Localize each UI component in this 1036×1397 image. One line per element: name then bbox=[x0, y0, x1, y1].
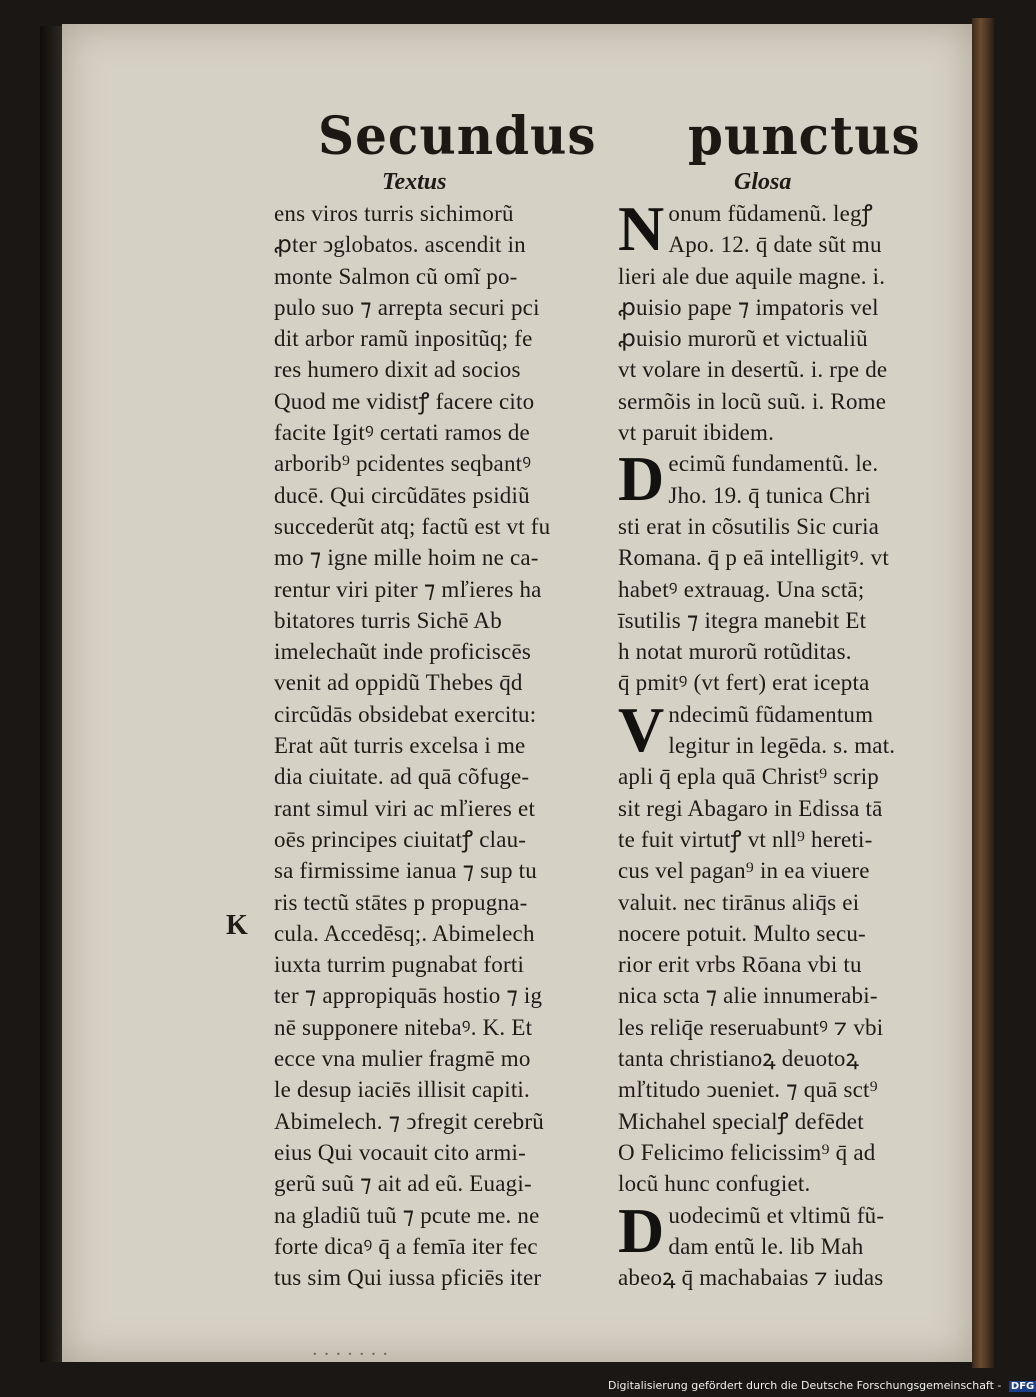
glosa-line: vt paruit ibidem. bbox=[618, 420, 775, 446]
glosa-line: O Felicimo felicissim⁹ q̄ ad bbox=[618, 1139, 876, 1165]
dfg-logo: DFG bbox=[1010, 1381, 1035, 1392]
manuscript-page bbox=[62, 24, 972, 1365]
textus-line: tus sim Qui iussa pficiēs iter bbox=[274, 1265, 542, 1291]
glosa-line: Decimũ fundamentũ. le. bbox=[618, 443, 879, 515]
glosa-line: te fuit virtutꝭ vt nll⁹ hereti- bbox=[618, 826, 873, 852]
textus-line: nē supponere nitebaꝰ. K. Et bbox=[274, 1014, 533, 1040]
initial-letter: D bbox=[618, 443, 665, 515]
glosa-line: abeoꝝ q̄ machabaias ⁊ iudas bbox=[618, 1265, 884, 1291]
textus-line: succederũt atq; factũ est vt fu bbox=[274, 513, 551, 539]
textus-line: ter ⁊ appropiquās hostio ⁊ ig bbox=[274, 983, 543, 1009]
glosa-line: sti erat in cõsutilis Sic curia bbox=[618, 513, 880, 539]
textus-line: rentur viri piter ⁊ mľieres ha bbox=[274, 576, 542, 602]
glosa-line: mľtitudo ↄueniet. ⁊ quā sct⁹ bbox=[618, 1077, 878, 1103]
textus-line: sa firmissime ianua ⁊ sup tu bbox=[274, 858, 537, 884]
textus-line: iuxta turrim pugnabat forti bbox=[274, 952, 525, 978]
textus-line: ecce vna mulier fragmē mo bbox=[274, 1046, 531, 1072]
textus-line: arborib⁹ pcidentes seqbantꝰ bbox=[274, 451, 532, 477]
textus-line: imelechaũt inde proficiscēs bbox=[274, 639, 532, 665]
textus-column bbox=[274, 166, 604, 1293]
glosa-line: ꝓuisio pape ⁊ impatoris vel bbox=[618, 294, 879, 320]
glosa-line: Vndecimũ fũdamentum bbox=[618, 693, 874, 765]
textus-line: venit ad oppidũ Thebes q̄d bbox=[274, 670, 523, 696]
glosa-line: ꝓuisio murorũ et victualiũ bbox=[618, 326, 868, 352]
textus-line: bitatores turris Sichē Ab bbox=[274, 607, 502, 633]
textus-line: Abimelech. ⁊ ↄfregit cerebrũ bbox=[274, 1108, 544, 1134]
textus-line: forte dicaꝰ q̄ a femīa iter fec bbox=[274, 1233, 538, 1259]
textus-line: mo ⁊ igne mille hoim ne ca- bbox=[274, 545, 539, 571]
glosa-line: Nonum fũdamenũ. legꝭ bbox=[618, 193, 873, 264]
textus-line: Quod me vidistꝭ facere cito bbox=[274, 388, 535, 414]
book-spine bbox=[972, 18, 994, 1368]
glosa-line: Apo. 12. q̄ date sũt mu bbox=[668, 232, 882, 258]
textus-line: gerũ suũ ⁊ ait ad eũ. Euagi- bbox=[274, 1171, 532, 1197]
glosa-line: Romana. q̄ p eā intelligitꝰ. vt bbox=[618, 545, 889, 571]
textus-line: monte Salmon cũ omĩ po- bbox=[274, 263, 518, 289]
initial-letter: N bbox=[618, 193, 665, 264]
initial-letter: D bbox=[618, 1194, 665, 1266]
glosa-line: nocere potuit. Multo secu- bbox=[618, 920, 866, 946]
textus-line: dia ciuitate. ad quā cõfuge- bbox=[274, 764, 530, 790]
textus-line: oēs principes ciuitatꝭ clau- bbox=[274, 826, 527, 852]
glosa-line: h notat murorũ rotũditas. bbox=[618, 639, 852, 665]
textus-line: dit arbor ramũ inpositũq; fe bbox=[274, 326, 533, 352]
glosa-line: vt volare in desertũ. i. rpe de bbox=[618, 357, 888, 383]
initial-letter: V bbox=[618, 693, 665, 765]
textus-label: Textus bbox=[382, 169, 447, 195]
glosa-line: sermõis in locũ suũ. i. Rome bbox=[618, 388, 887, 414]
footer-credit bbox=[608, 1379, 1036, 1392]
textus-line: rant simul viri ac mľieres et bbox=[274, 795, 536, 821]
glosa-line: apli q̄ epla quā Christ⁹ scrip bbox=[618, 764, 880, 790]
textus-line: circũdās obsidebat exercitu: bbox=[274, 701, 537, 727]
textus-lines bbox=[274, 198, 604, 1293]
glosa-line: Jho. 19. q̄ tunica Chri bbox=[668, 482, 871, 508]
textus-line: Erat aũt turris excelsa i me bbox=[274, 733, 526, 759]
running-head-left: Secundus bbox=[318, 104, 597, 167]
textus-line: na gladiũ tuũ ⁊ pcute me. ne bbox=[274, 1202, 540, 1228]
glosa-line: q̄ pmitꝰ (vt fert) erat icepta bbox=[618, 670, 870, 696]
footer-text: Digitalisierung gefördert durch die Deutsche Forschungsgemeinschaft - bbox=[608, 1379, 1002, 1392]
textus-line: ris tectũ stātes p propugna- bbox=[274, 889, 528, 915]
glosa-label: Glosa bbox=[734, 169, 792, 195]
textus-line: ens viros turris sichimorũ bbox=[274, 201, 514, 226]
glosa-line: sit regi Abagaro in Edissa tā bbox=[618, 795, 883, 821]
textus-line: ducē. Qui circũdātes psidiũ bbox=[274, 482, 530, 508]
glosa-line: dam entũ le. lib Mah bbox=[668, 1233, 864, 1259]
glosa-line: valuit. nec tirānus aliq̄s ei bbox=[618, 889, 860, 915]
textus-line: ꝓter ↄglobatos. ascendit in bbox=[274, 232, 526, 258]
page-dots: ······· bbox=[312, 1344, 395, 1365]
glosa-line: nica scta ⁊ alie innumerabi- bbox=[618, 983, 878, 1009]
running-head-right: punctus bbox=[688, 104, 921, 167]
textus-line: cula. Accedēsq;. Abimelech bbox=[274, 920, 535, 946]
margin-mark: K bbox=[226, 910, 248, 941]
glosa-line: les reliq̄e reseruabuntꝰ ⁊ vbi bbox=[618, 1014, 884, 1040]
book-edge-left bbox=[40, 26, 62, 1362]
glosa-line: locũ hunc confugiet. bbox=[618, 1171, 811, 1197]
glosa-line: īsutilis ⁊ itegra manebit Et bbox=[618, 607, 867, 633]
glosa-line: Michahel specialꝭ defēdet bbox=[618, 1108, 864, 1134]
textus-line: eius Qui vocauit cito armi- bbox=[274, 1139, 526, 1165]
glosa-line: Duodecimũ et vltimũ fũ- bbox=[618, 1194, 885, 1266]
glosa-lines bbox=[618, 193, 936, 1293]
glosa-line: habetꝰ extrauag. Una sctā; bbox=[618, 576, 865, 602]
glosa-column bbox=[618, 166, 936, 1293]
glosa-line: cus vel pagan⁹ in ea viuere bbox=[618, 858, 870, 884]
textus-line: res humero dixit ad socios bbox=[274, 357, 521, 383]
glosa-line: legitur in legēda. s. mat. bbox=[668, 733, 896, 759]
textus-line: facite Igitꝰ certati ramos de bbox=[274, 420, 530, 446]
textus-line: pulo suo ⁊ arrepta securi pci bbox=[274, 294, 540, 320]
textus-line: le desup iaciēs illisit capiti. bbox=[274, 1077, 530, 1103]
glosa-line: tanta christianoꝝ deuotoꝝ bbox=[618, 1046, 860, 1072]
glosa-line: lieri ale due aquile magne. i. bbox=[618, 263, 886, 289]
glosa-line: rior erit vrbs Rōana vbi tu bbox=[618, 952, 862, 978]
